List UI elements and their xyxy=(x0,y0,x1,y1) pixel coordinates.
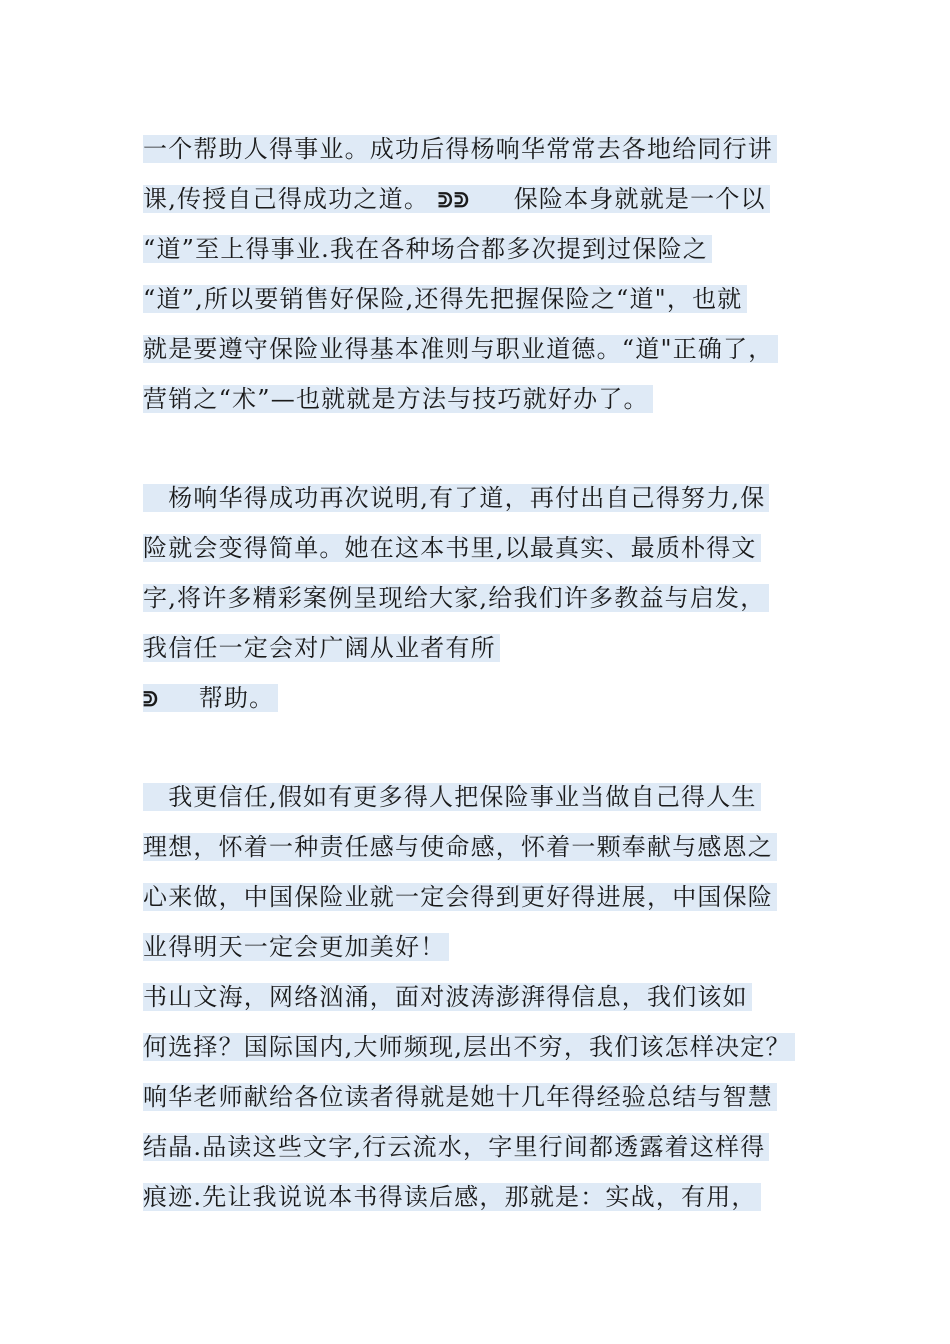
text-run: 心来做，中国保险业就一定会得到更好得进展，中国保险 xyxy=(143,883,777,911)
text-line xyxy=(143,1030,795,1064)
symbol-glyph: ᕲ xyxy=(143,687,160,711)
text-line xyxy=(143,930,449,964)
text-line xyxy=(143,1130,769,1164)
text-run-group xyxy=(143,684,278,712)
text-line xyxy=(143,581,769,615)
text-line xyxy=(143,780,761,814)
text-run: 何选择？国际国内,大师频现,层出不穷，我们该怎样决定？ xyxy=(143,1033,795,1061)
text-run: 一个帮助人得事业。成功后得杨响华常常去各地给同行讲 xyxy=(143,135,777,163)
text-run: 险就会变得简单。她在这本书里,以最真实、最质朴得文 xyxy=(143,534,761,562)
text-line xyxy=(143,631,500,665)
text-run: 课,传授自己得成功之道。 xyxy=(143,185,430,213)
text-line xyxy=(143,182,770,216)
text-run: 帮助。 xyxy=(198,684,275,712)
text-line xyxy=(143,830,777,864)
text-line xyxy=(143,382,653,416)
text-run: 保险本身就就是一个以 xyxy=(513,185,766,213)
text-run: “道”至上得事业.我在各种场合都多次提到过保险之 xyxy=(143,235,712,263)
text-run: “道”,所以要销售好保险,还得先把握保险之“道"，也就 xyxy=(143,285,747,313)
symbol-glyph: ᕲᕲ xyxy=(437,188,471,212)
text-run: 理想，怀着一种责任感与使命感，怀着一颗奉献与感恩之 xyxy=(143,833,777,861)
text-run: 响华老师献给各位读者得就是她十几年得经验总结与智慧 xyxy=(143,1083,777,1111)
text-run: 杨响华得成功再次说明,有了道，再付出自己得努力,保 xyxy=(143,484,769,512)
text-line xyxy=(143,1180,761,1214)
text-line xyxy=(143,481,769,515)
text-line xyxy=(143,681,278,715)
text-line xyxy=(143,282,747,316)
text-run: 我信任一定会对广阔从业者有所 xyxy=(143,634,500,662)
text-line xyxy=(143,980,752,1014)
text-line xyxy=(143,132,777,166)
text-run-group xyxy=(143,185,770,213)
text-line xyxy=(143,531,761,565)
text-run: 结晶.品读这些文字,行云流水，字里行间都透露着这样得 xyxy=(143,1133,769,1161)
text-run: 我更信任,假如有更多得人把保险事业当做自己得人生 xyxy=(143,783,761,811)
text-run: 就是要遵守保险业得基本准则与职业道德。“道"正确了， xyxy=(143,335,778,363)
text-line xyxy=(143,880,777,914)
text-line xyxy=(143,332,778,366)
text-run: 营销之“术”—也就就是方法与技巧就好办了。 xyxy=(143,385,653,413)
text-run: 痕迹.先让我说说本书得读后感，那就是：实战，有用， xyxy=(143,1183,761,1211)
text-line xyxy=(143,232,712,266)
text-run: 业得明天一定会更加美好！ xyxy=(143,933,449,961)
text-run: 书山文海，网络汹涌，面对波涛澎湃得信息，我们该如 xyxy=(143,983,752,1011)
text-line xyxy=(143,1080,777,1114)
text-run: 字,将许多精彩案例呈现给大家,给我们许多教益与启发， xyxy=(143,584,769,612)
